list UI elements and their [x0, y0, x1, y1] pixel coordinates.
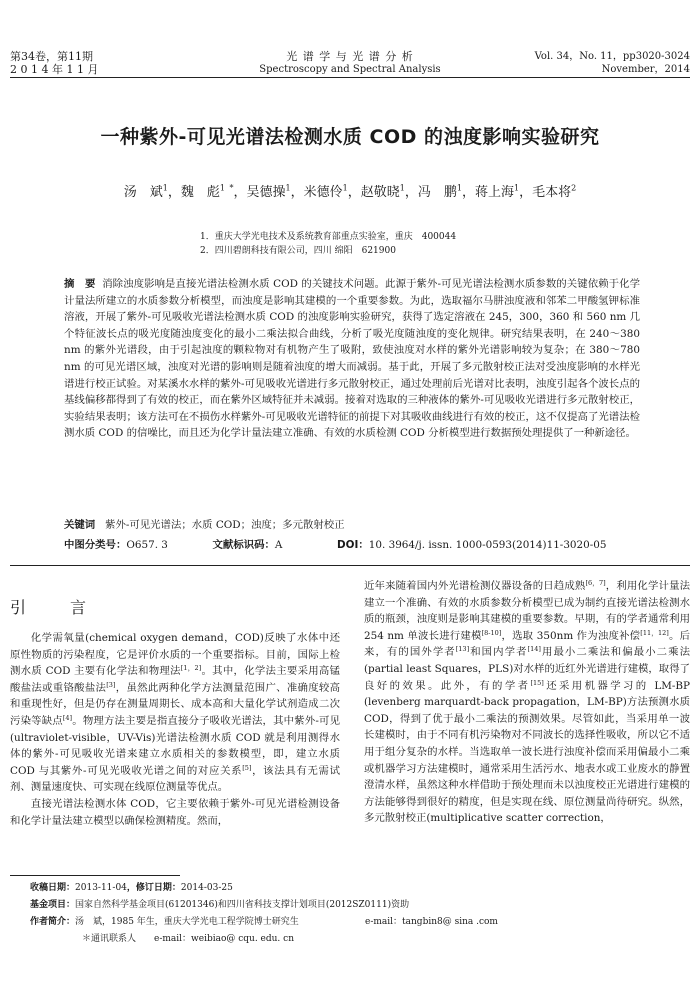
received-dates: 收稿日期：2013-11-04，修订日期：2014-03-25 [30, 883, 233, 893]
author-name: 蒋上海 [475, 185, 515, 200]
author-separator: ， [167, 185, 181, 200]
paper-title: 一种紫外-可见光谱法检测水质 COD 的浊度影响实验研究 [100, 126, 600, 148]
author-separator: ， [404, 185, 418, 200]
abstract-label: 摘 要 [64, 278, 96, 290]
corresponding-email: e-mail：weibiao@ cqu. edu. cn [154, 934, 294, 944]
author-name: 汤 斌 [123, 185, 163, 200]
abstract-rule [10, 565, 690, 566]
abstract [64, 276, 640, 442]
intro-paragraph-3: 近年来随着国内外光谱检测仪器设备的日趋成熟[6，7]，利用化学计量法建立一个准确、有效的水质参数分析模型已成为制约直接光谱法检测水质的瓶颈，浊度则是影响其建模的重要参数。早期，有的学者通常利用 254 nm 单波长进行建模[8-10]，选取 350nm 作为浊度补偿[11，12]。后来，有的国外学者[13]和国内学者[14]用最小二乘法和偏最小二乘法(partial least Squares，PLS)对水样的近红外光谱进行建模，取得了良好的效果。此外，有的学者[15]还采用机器学习的 LM-BP (levenberg marquardt-back propagation，LM-BP)方法预测水质 COD，得到了优于最小二乘法的预测效果。尽管如此，当采用单一波长建模时，由于不同有机污染物对不同波长的选择性吸收，所以它不适用于组分复杂的水样。当选取单一波长进行浊度补偿而采用偏最小二乘或机器学习方法建模时，通常采用生活污水、地表水或工业废水的静置澄清水样，虽然这种水样借助于预处理而未以浊度校正光谱进行建模的方法能够得到很好的精度，但是实现在线、原位测量尚待研究。纵然，多元散射校正(multiplicative scatter correction， [364, 579, 691, 825]
citation-ref: [3] [106, 680, 116, 689]
doc-code: A [274, 539, 283, 551]
author-affiliation-mark: 1 [399, 183, 405, 193]
author-affiliation-mark: 1 [162, 183, 168, 193]
citation-ref: [14] [527, 645, 541, 654]
abstract-text: 消除浊度影响是直接光谱法检测水质 COD 的关键技术问题。此源于紫外-可见光谱法检测水质参数的关键依赖于化学计量法所建立的水质参数分析模型，而浊度是影响其建模的一个重要参数。为此，选取福尔马肼浊度液和邻苯二甲酸氢钾标准溶液，开展了紫外-可见吸收光谱法检测水质 COD 的浊度影响实验研究，获得了选定溶液在 245，300，360 和 560 nm 几个特征波长点的吸光度随浊度变化的最小二乘法拟合曲线，分析了吸光度随浊度的变化规律。研究结果表明，在 240～380 nm 的紫外光谱段，由于引起浊度的颗粒物对有机物产生了吸附，致使浊度对水样的紫外光谱影响较为复杂；在 380～780 nm 的可见光谱区域，浊度对光谱的影响则是随着浊度的增大而减弱。基于此，开展了多元散射校正法对受浊度影响的水样光谱进行校正试验。对某溪水水样的紫外-可见吸收光谱进行多元散射校正，通过处理前后光谱对比表明，浊度引起各个波长点的基线偏移都得到了有效的校正，而在紫外区域特征并未减弱。接着对选取的三种液体的紫外-可见吸收光谱进行多元散射校正，实验结果表明；该方法可在不损伤水样紫外-可见吸收光谱特征的前提下对其吸收曲线进行有效的校正，这不仅提高了光谱法检测水质 COD 的信噪比，而且还为化学计量法建立准确、有效的水质检测 COD 分析模型进行数据预处理提供了一种新途径。 [64, 278, 640, 440]
citation-ref: [5] [242, 763, 252, 772]
author-bio: 作者简介：汤 斌，1985 年生，重庆大学光电工程学院博士研究生 e-mail：tangbin8@ sina .com [30, 914, 690, 931]
author-affiliation-mark: 1 * [219, 183, 234, 193]
author-name: 赵敬晓 [360, 185, 400, 200]
citation-ref: [6，7] [585, 579, 606, 587]
doi: 10. 3964/j. issn. 1000-0593(2014)11-3020-05 [368, 539, 607, 551]
author-separator: ， [347, 185, 361, 200]
author-affiliation-mark: 1 [456, 183, 463, 193]
author-list [0, 181, 700, 200]
header-volume-en: Vol. 34，No. 11，pp3020-3024 November，2014 [534, 51, 690, 75]
keywords-label: 关键词 [64, 519, 96, 531]
right-column [364, 578, 690, 827]
citation-ref: [4] [62, 713, 73, 722]
author-affiliation-mark: 1 [514, 183, 520, 193]
author-separator: ， [233, 185, 247, 200]
author-separator: ， [462, 185, 476, 200]
keywords: 紫外-可见光谱法；水质 COD；浊度；多元散射校正 [105, 519, 345, 531]
header-journal: 光 谱 学 与 光 谱 分 析 Spectroscopy and Spectral Analysis [259, 50, 441, 75]
header-rule [10, 77, 690, 78]
author-name: 毛本将 [532, 185, 572, 200]
author-affiliation-mark: 1 [342, 183, 348, 193]
citation-ref: [13] [455, 645, 470, 654]
header-volume-cn: 第34卷，第11期 2 0 1 4 年 1 1 月 [10, 50, 99, 76]
intro-paragraph-2: 直接光谱法检测水体 COD，它主要依赖于紫外-可见光谱检测设备和化学计量法建立模型以确保检测精度。然而， [10, 797, 340, 827]
footnote-rule [10, 875, 180, 876]
author-separator: ， [519, 185, 533, 200]
author-separator: ， [290, 185, 304, 200]
citation-ref: [15] [530, 678, 544, 687]
keywords-line [64, 517, 640, 533]
citation-ref: [11，12] [640, 628, 669, 637]
author-affiliation-mark: 1 [285, 183, 291, 193]
corresponding-author: ＊通讯联系人 e-mail：weibiao@ cqu. edu. cn [82, 934, 294, 944]
affiliation-1: 1．重庆大学光电技术及系统教育部重点实验室，重庆 400044 [200, 232, 457, 242]
author-affiliation-mark: 2 [571, 183, 577, 193]
author-name: 冯 鹏 [417, 185, 457, 200]
author-name: 魏 彪 [180, 185, 220, 200]
intro-paragraph-1: 化学需氧量(chemical oxygen demand，COD)反映了水体中还原性物质的污染程度，它是评价水质的一个重要指标。目前，国际上检测水质 COD 主要有化学法和物理法[1，2]。其中，化学法主要采用高锰酸盐法或重铬酸盐法[3]，虽然此两种化学方法测量范围广、准确度较高和重现性好，但是仍存在测量周期长、成本高和大量化学试剂造成二次污染等缺点[4]。物理方法主要是指直接分子吸收光谱法，其中紫外-可见(ultraviolet-visible，UV-Vis)光谱法检测水质 COD 就是利用测得水体的紫外-可见吸收光谱来建立水质相关的参数模型，即，建立水质 COD 与其紫外-可见光吸收光谱之间的对应关系[5]，该法具有无需试剂、测量速度快、可实现在线原位测量等优点。 [10, 632, 341, 794]
left-column [10, 630, 340, 829]
author-name: 吴德操 [246, 185, 286, 200]
author-name: 米德伶 [303, 185, 343, 200]
classification-line: 中图分类号：O657. 3 文献标识码：A DOI：10. 3964/j. issn. 1000-0593(2014)11-3020-05 [64, 539, 607, 551]
section-title: 引 言 [10, 598, 101, 617]
author-email: e-mail：tangbin8@ sina .com [365, 917, 498, 927]
clc-number: O657. 3 [126, 539, 168, 551]
fund-note: 基金项目：国家自然科学基金项目(61201346)和四川省科技支撑计划项目(2012SZ0111)资助 [30, 900, 410, 910]
citation-ref: [8-10] [481, 628, 502, 637]
citation-ref: [1，2] [180, 664, 202, 673]
affiliation-2: 2．四川碧朗科技有限公司，四川 绵阳 621900 [200, 246, 396, 256]
